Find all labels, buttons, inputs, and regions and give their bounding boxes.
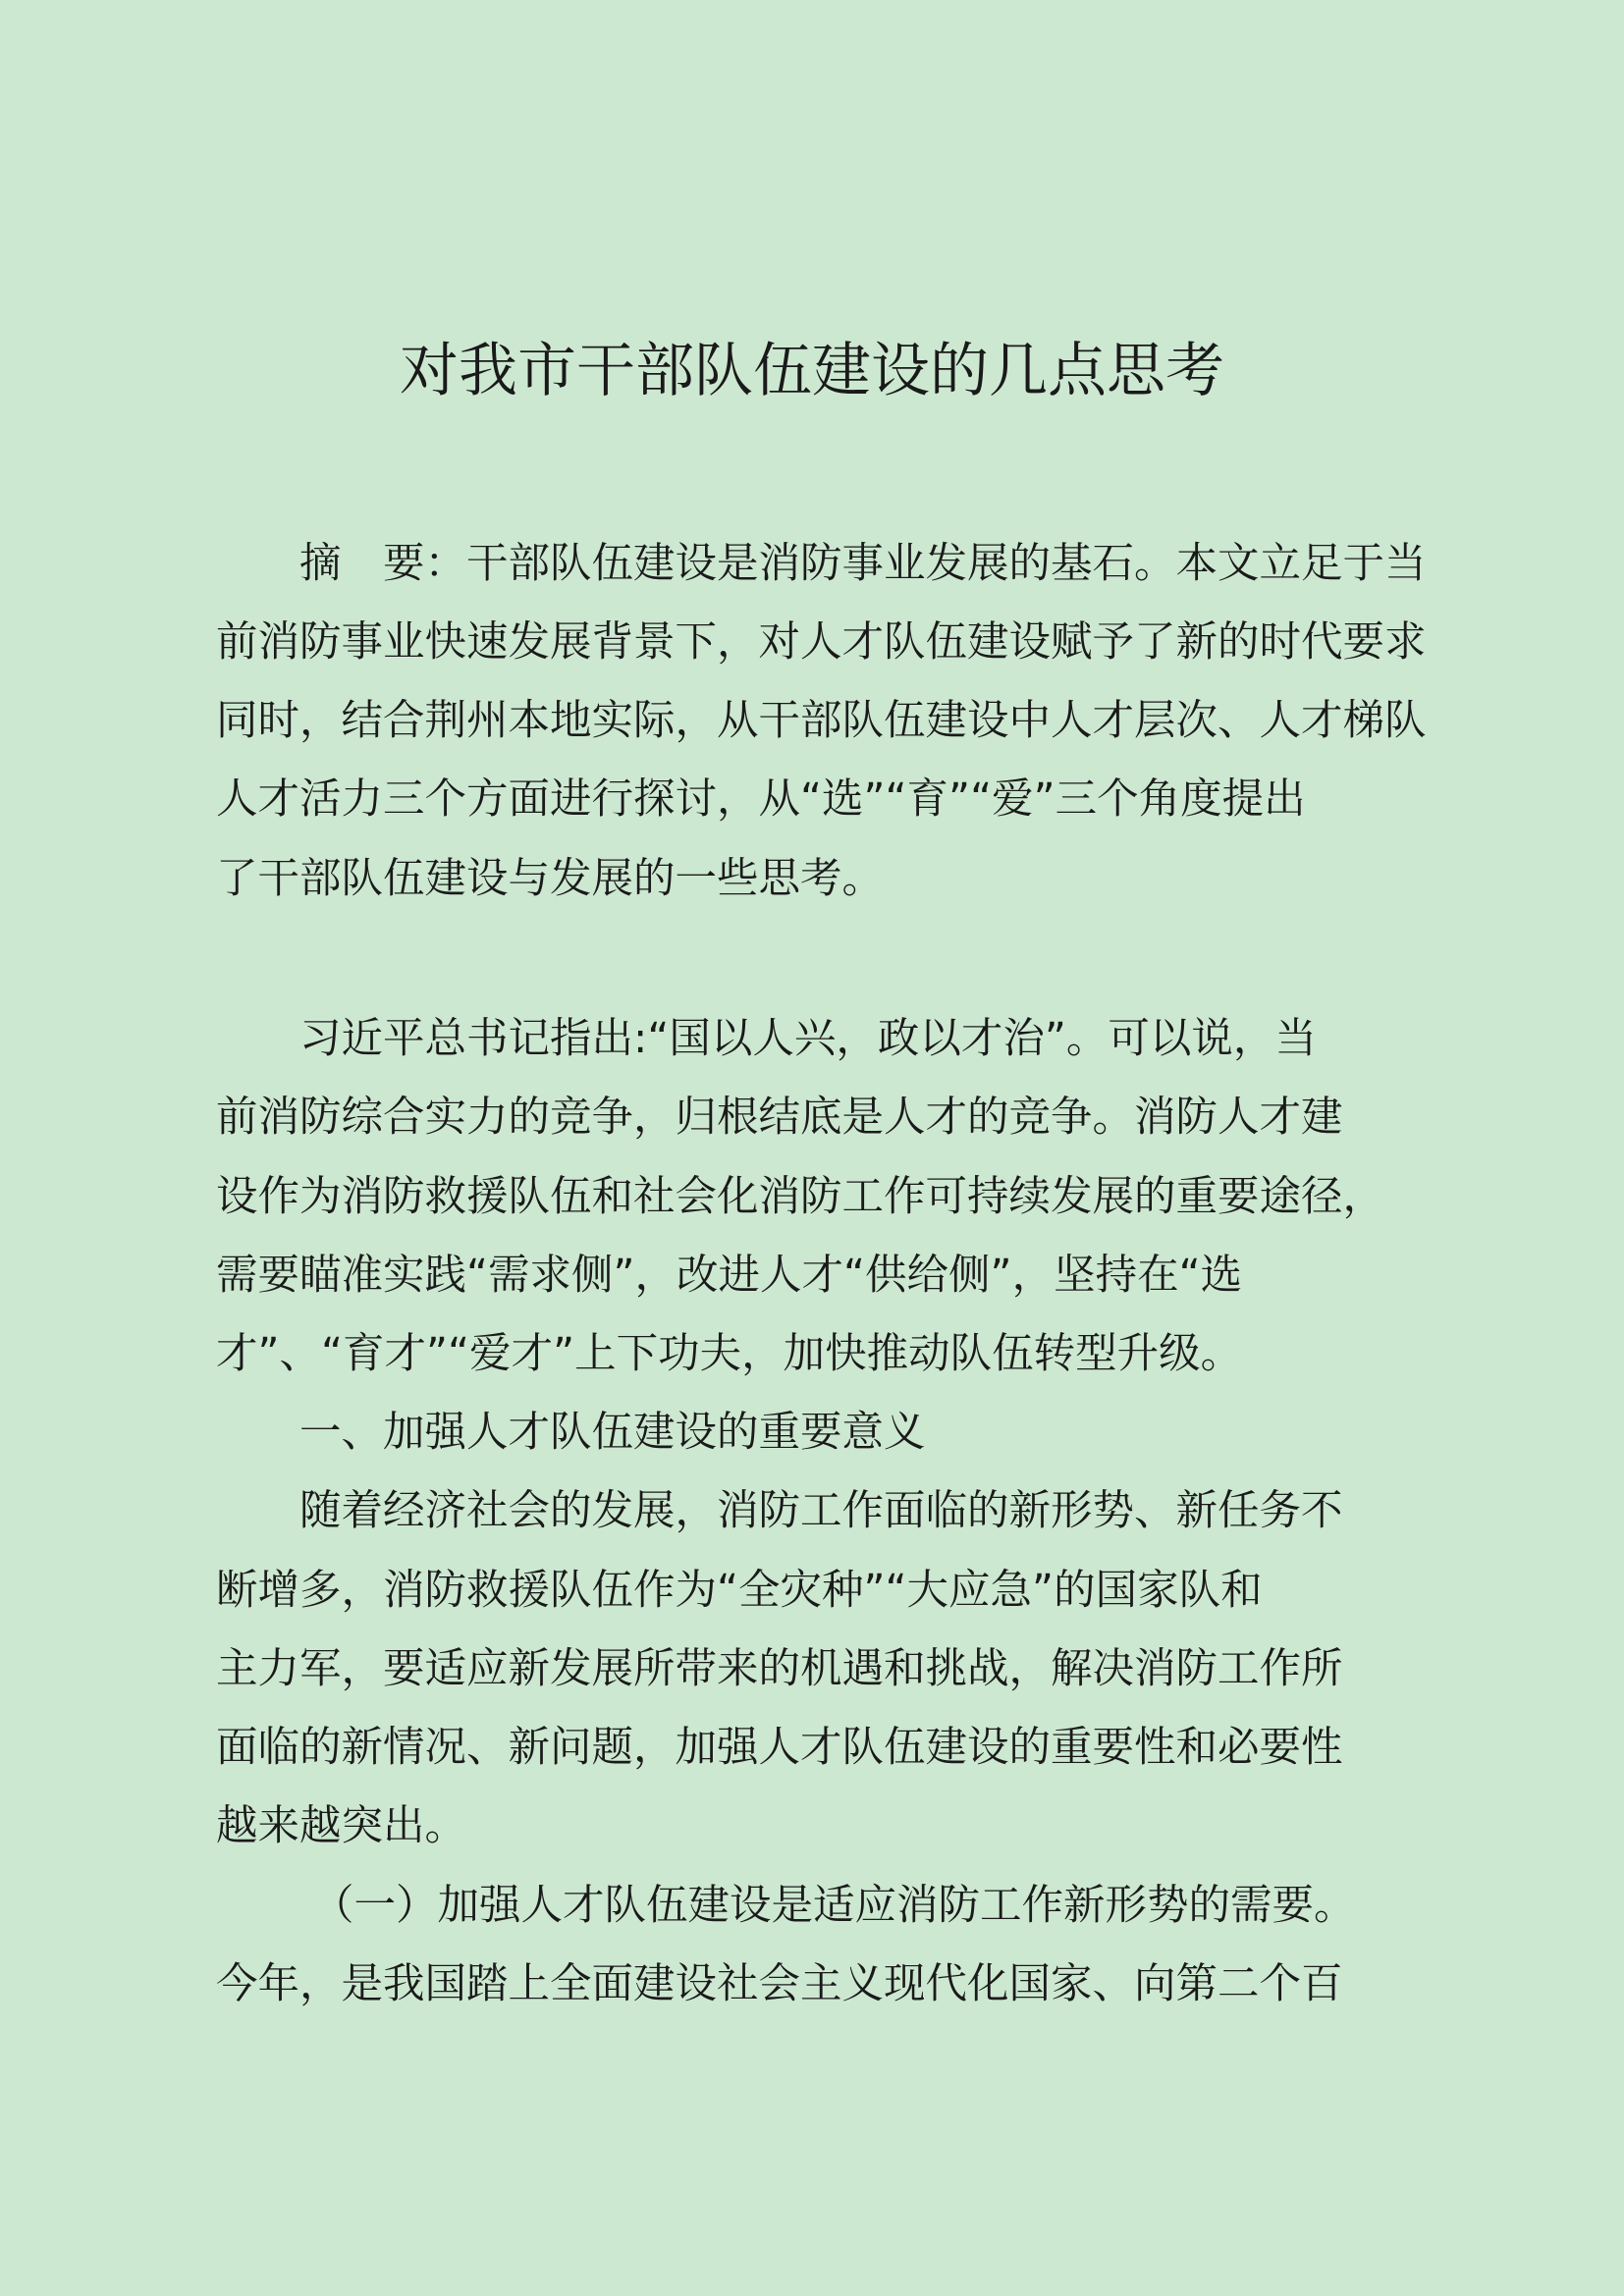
body-line-9: 面临的新情况、新问题，加强人才队伍建设的重要性和必要性: [216, 1724, 1343, 1772]
document-title: 对我市干部队伍建设的几点思考: [400, 337, 1224, 405]
body-line-4: 需要瞄准实践“需求侧”，改进人才“供给侧”，坚持在“选: [216, 1252, 1243, 1300]
body-line-10: 越来越突出。: [216, 1802, 467, 1850]
section-heading: 一、加强人才队伍建设的重要意义: [299, 1409, 926, 1457]
body-line-1: 习近平总书记指出:“国以人兴，政以才治”。可以说，当: [299, 1015, 1317, 1063]
body-line-3: 设作为消防救援队伍和社会化消防工作可持续发展的重要途径，: [216, 1173, 1385, 1221]
body-line-11: 今年，是我国踏上全面建设社会主义现代化国家、向第二个百: [216, 1960, 1343, 2008]
abstract-line-4: 人才活力三个方面进行探讨，从“选”“育”“爱”三个角度提出: [216, 775, 1306, 824]
abstract-line-1: 摘 要：干部队伍建设是消防事业发展的基石。本文立足于当: [299, 540, 1427, 588]
abstract-line-3: 同时，结合荆州本地实际，从干部队伍建设中人才层次、人才梯队: [216, 697, 1427, 745]
body-line-5: 才”、“育才”“爱才”上下功夫，加快推动队伍转型升级。: [216, 1330, 1243, 1378]
body-line-8: 主力军，要适应新发展所带来的机遇和挑战，解决消防工作所: [216, 1645, 1343, 1693]
body-line-6: 随着经济社会的发展，消防工作面临的新形势、新任务不: [299, 1487, 1343, 1535]
body-line-7: 断增多，消防救援队伍作为“全灾种”“大应急”的国家队和: [216, 1567, 1263, 1615]
subsection-heading: （一）加强人才队伍建设是适应消防工作新形势的需要。: [312, 1882, 1356, 1930]
abstract-line-5: 了干部队伍建设与发展的一些思考。: [216, 855, 885, 903]
body-line-2: 前消防综合实力的竞争，归根结底是人才的竞争。消防人才建: [216, 1094, 1343, 1142]
abstract-line-2: 前消防事业快速发展背景下，对人才队伍建设赋予了新的时代要求: [216, 618, 1427, 667]
